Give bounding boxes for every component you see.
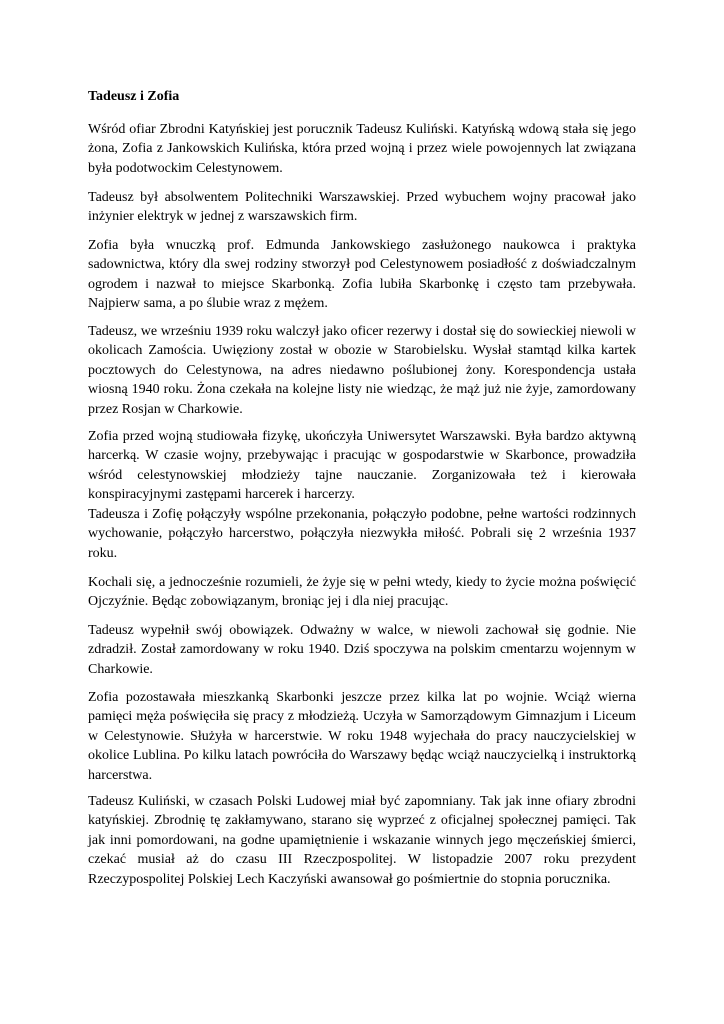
- paragraph-remembrance: Tadeusz Kuliński, w czasach Polski Ludowej miał być zapomniany. Tak jak inne ofiary zbrodni katyńskiej. Zbrodnię tę zakłamywano, starano się wyprzeć z oficjalnej społecznej pamięci. Tak jak inni pomordowani, na godne upamiętnienie i wskazanie winnych jego męczeńskiej śmierci, czekać musiał aż do czasu III Rzeczpospolitej. W listopadzie 2007 roku prezydent Rzeczypospolitej Polskiej Lech Kaczyński awansował go pośmiertnie do stopnia porucznika.: [88, 794, 636, 887]
- paragraph-tadeusz-captivity: Tadeusz, we wrześniu 1939 roku walczył jako oficer rezerwy i dostał się do sowieckiej niewoli w okolicach Zamościa. Uwięziony został w obozie w Starobielsku. Wysłał stamtąd kilka kartek pocztowych do Celestynowa, na adres niedawno poślubionej żony. Korespondencja ustała wiosną 1940 roku. Żona czekała na kolejne listy nie wiedząc, że mąż już nie żyje, zamordowany przez Rosjan w Charkowie.: [88, 324, 636, 417]
- paragraph-zofia-skarbonka: Zofia była wnuczką prof. Edmunda Jankowskiego zasłużonego naukowca i praktyka sadownictwa, który dla swej rodziny stworzył pod Celestynowem posiadłość z doświadczalnym ogrodem i nazwał to miejsce Skarbonką. Zofia lubiła Skarbonkę i często tam przebywała. Najpierw sama, a po ślubie wraz z mężem.: [88, 238, 636, 312]
- paragraph-tadeusz-education: Tadeusz był absolwentem Politechniki Warszawskiej. Przed wybuchem wojny pracował jako inżynier elektryk w jednej z warszawskich firm.: [88, 190, 636, 225]
- paragraph-duty: Tadeusz wypełnił swój obowiązek. Odważny w walce, w niewoli zachował się godnie. Nie zdradził. Został zamordowany w roku 1940. Dziś spoczywa na polskim cmentarzu wojennym w Charkowie.: [88, 623, 636, 677]
- paragraph-marriage: Tadeusza i Zofię połączyły wspólne przekonania, połączyło podobne, pełne wartości rodzinnych wychowanie, połączyło harcerstwo, połączyła niezwykła miłość. Pobrali się 2 września 1937 roku.: [88, 507, 636, 561]
- paragraph-zofia-war: Zofia przed wojną studiowała fizykę, ukończyła Uniwersytet Warszawski. Była bardzo aktywną harcerką. W czasie wojny, przebywając i pracując w gospodarstwie w Skarbonce, prowadziła wśród celestynowskiej młodzieży tajne nauczanie. Zorganizowała też i kierowała konspiracyjnymi zastępami harcerek i harcerzy.: [88, 429, 636, 503]
- document-title: Tadeusz i Zofia: [88, 89, 180, 104]
- paragraph-intro: Wśród ofiar Zbrodni Katyńskiej jest porucznik Tadeusz Kuliński. Katyńską wdową stała się jego żona, Zofia z Jankowskich Kulińska, która przed wojną i przez wiele powojennych lat związana była podotwockim Celestynowem.: [88, 122, 636, 176]
- paragraph-zofia-postwar: Zofia pozostawała mieszkanką Skarbonki jeszcze przez kilka lat po wojnie. Wciąż wierna pamięci męża poświęciła się pracy z młodzieżą. Uczyła w Samorządowym Gimnazjum i Liceum w Celestynowie. Służyła w harcerstwie. W roku 1948 wyjechała do pracy nauczycielskiej w okolice Lublina. Po kilku latach powróciła do Warszawy będąc wciąż nauczycielką i instruktorką harcerstwa.: [88, 690, 636, 783]
- paragraph-love: Kochali się, a jednocześnie rozumieli, że żyje się w pełni wtedy, kiedy to życie można poświęcić Ojczyźnie. Będąc zobowiązanym, broniąc jej i dla niej pracując.: [88, 575, 636, 610]
